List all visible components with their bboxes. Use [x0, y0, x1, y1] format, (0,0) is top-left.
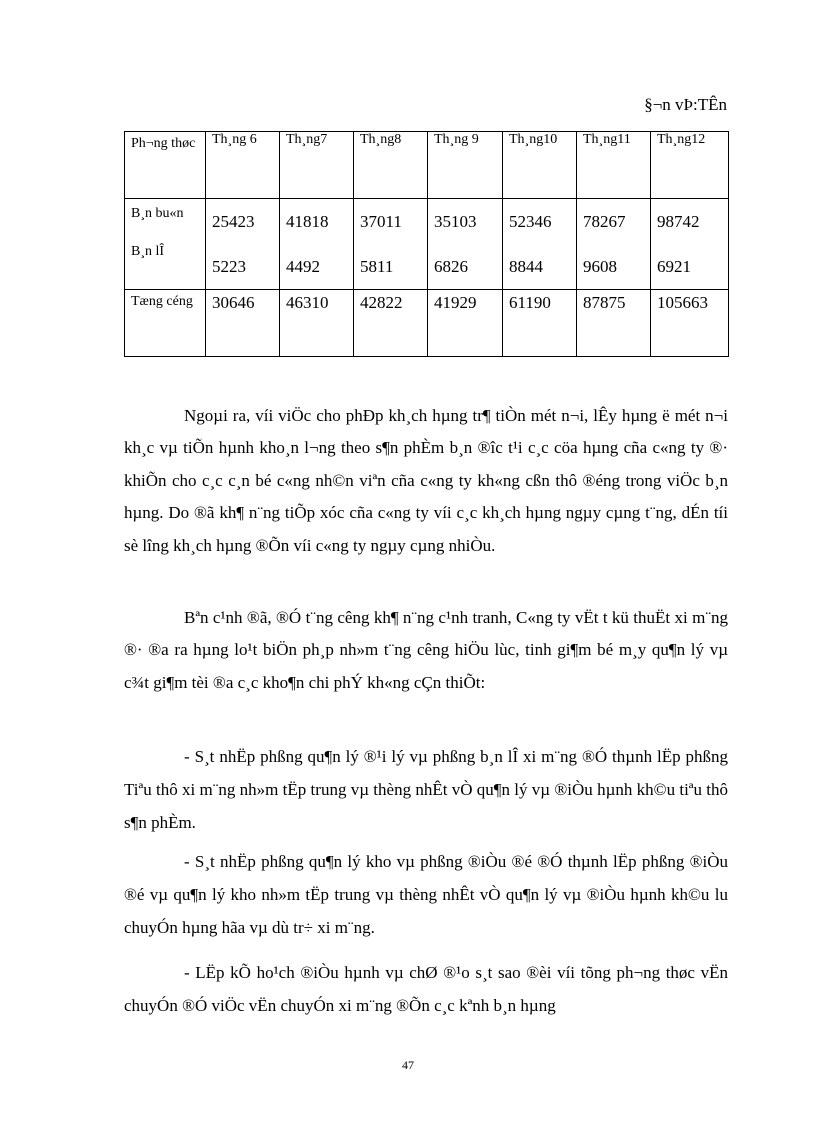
sales-cell	[280, 199, 354, 290]
total-value: 61190	[503, 290, 577, 357]
header-cell-month: Th¸ng8	[354, 132, 428, 199]
retail-value: 5223	[212, 257, 246, 276]
unit-label: §¬n vÞ:TÊn	[644, 95, 727, 114]
paragraph-block	[124, 956, 728, 1022]
wholesale-value: 41818	[286, 212, 329, 231]
row-label-retail: B¸n lÎ	[131, 244, 165, 259]
paragraph-block	[124, 400, 728, 562]
total-value: 42822	[354, 290, 428, 357]
monthly-sales-table	[124, 131, 729, 357]
retail-value: 6921	[657, 257, 691, 276]
header-cell-month: Th¸ng 6	[206, 132, 280, 199]
retail-value: 8844	[509, 257, 543, 276]
body-paragraph: Ngoµi ra, víi viÖc cho phÐp kh¸ch hµng tr¶ tiÒn mét n¬i, lÊy hµng ë mét n¬i kh¸c vµ tiÕn hµnh kho¸n l¬ng theo s¶n phÈm b¸n ®îc t¹i c¸c cöa hµng cña c«ng ty ®· khiÕn cho c¸c c¸n bé c«ng nh©n viªn cña c«ng ty kh«ng cßn thô ®éng trong viÖc b¸n hµng. Do ®ã kh¶ n¨ng tiÕp xóc cña c«ng ty víi c¸c kh¸ch hµng ngµy cµng t¨ng, dÉn tíi sè lîng kh¸ch hµng ®Õn víi c«ng ty ngµy cµng nhiÒu.	[124, 406, 728, 555]
header-cell-month: Th¸ng 9	[428, 132, 503, 199]
sales-cell	[577, 199, 651, 290]
sales-cell	[428, 199, 503, 290]
total-value: 87875	[577, 290, 651, 357]
paragraph-block	[124, 602, 728, 699]
header-cell-month: Th¸ng7	[280, 132, 354, 199]
retail-value: 4492	[286, 257, 320, 276]
wholesale-value: 37011	[360, 212, 402, 231]
sales-cell	[354, 199, 428, 290]
header-cell-month: Th¸ng11	[577, 132, 651, 199]
bullet-paragraph: - LËp kÕ ho¹ch ®iÒu hµnh vµ chØ ®¹o s¸t sao ®èi víi tõng ph¬ng thøc vËn chuyÓn ®Ó viÖc vËn chuyÓn xi m¨ng ®Õn c¸c kªnh b¸n hµng	[124, 963, 728, 1015]
header-cell-month: Th¸ng12	[651, 132, 729, 199]
sales-cell	[206, 199, 280, 290]
table-header-row	[125, 132, 729, 199]
total-value: 30646	[206, 290, 280, 357]
retail-value: 9608	[583, 257, 617, 276]
body-paragraph: Bªn c¹nh ®ã, ®Ó t¨ng cêng kh¶ n¨ng c¹nh tranh, C«ng ty vËt t kü thuËt xi m¨ng ®· ®a ra hµng lo¹t biÖn ph¸p nh»m t¨ng cêng hiÖu lùc, tinh gi¶m bé m¸y qu¶n lý vµ c¾t gi¶m tèi ®a c¸c kho¶n chi phÝ kh«ng cÇn thiÕt:	[124, 608, 728, 692]
wholesale-value: 52346	[509, 212, 552, 231]
retail-value: 6826	[434, 257, 468, 276]
header-cell-month: Th¸ng10	[503, 132, 577, 199]
table-row-sales	[125, 199, 729, 290]
wholesale-value: 25423	[212, 212, 255, 231]
page-number: 47	[402, 1058, 414, 1072]
wholesale-value: 35103	[434, 212, 477, 231]
paragraph-block	[124, 740, 728, 839]
sales-cell	[503, 199, 577, 290]
bullet-paragraph: - S¸t nhËp phßng qu¶n lý kho vµ phßng ®iÒu ®é ®Ó thµnh lËp phßng ®iÒu ®é vµ qu¶n lý kho nh»m tËp trung vµ thèng nhÊt vÒ qu¶n lý vµ ®iÒu hµnh kh©u lu chuyÓn hµng hãa vµ dù tr÷ xi m¨ng.	[124, 852, 728, 937]
sales-cell	[651, 199, 729, 290]
row-label-wholesale: B¸n bu«n	[131, 206, 184, 221]
total-value: 41929	[428, 290, 503, 357]
total-value: 46310	[280, 290, 354, 357]
table-row-total	[125, 290, 729, 357]
bullet-paragraph: - S¸t nhËp phßng qu¶n lý ®¹i lý vµ phßng b¸n lÎ xi m¨ng ®Ó thµnh lËp phßng Tiªu thô xi m¨ng nh»m tËp trung vµ thèng nhÊt vÒ qu¶n lý vµ ®iÒu hµnh kh©u tiªu thô s¶n phÈm.	[124, 747, 728, 832]
row-labels-cell	[125, 199, 206, 290]
row-label-total: Tæng céng	[125, 290, 206, 357]
total-value: 105663	[651, 290, 729, 357]
header-cell-method: Ph¬ng thøc	[125, 132, 206, 199]
paragraph-block	[124, 845, 728, 944]
wholesale-value: 98742	[657, 212, 700, 231]
retail-value: 5811	[360, 257, 394, 276]
wholesale-value: 78267	[583, 212, 626, 231]
